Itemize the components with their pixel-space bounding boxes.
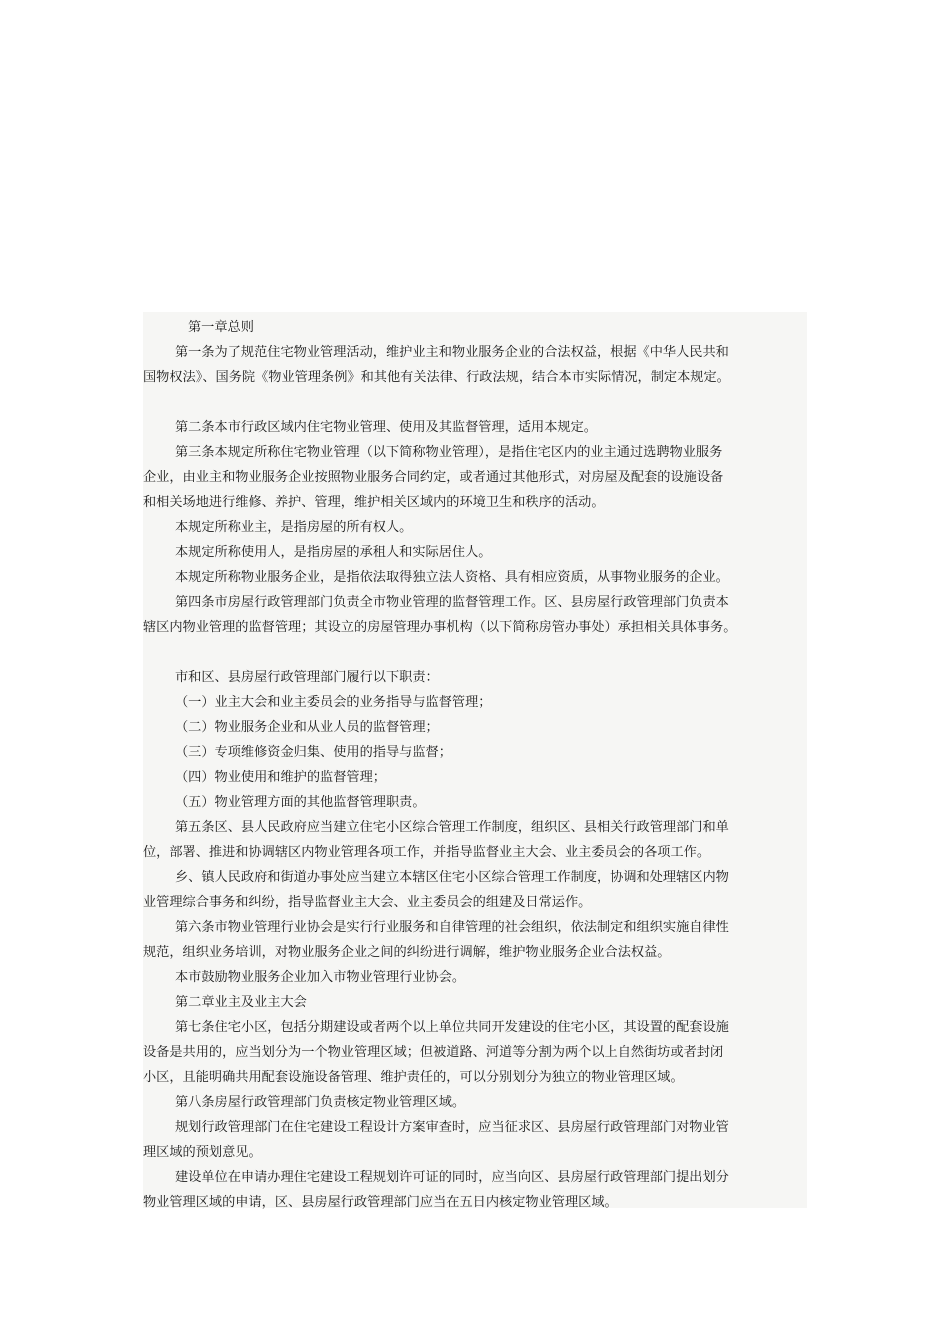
paragraph-line: 业管理综合事务和纠纷，指导监督业主大会、业主委员会的组建及日常运作。 (143, 895, 592, 910)
paragraph-line: 第七条住宅小区，包括分期建设或者两个以上单位共同开发建设的住宅小区，其设置的配套设施 (175, 1020, 729, 1035)
paragraph-line: 小区，且能明确共用配套设施设备管理、维护责任的，可以分别划分为独立的物业管理区域。 (143, 1070, 684, 1085)
paragraph-line: 第三条本规定所称住宅物业管理（以下简称物业管理），是指住宅区内的业主通过选聘物业服务 (175, 445, 723, 460)
paragraph-line: 规划行政管理部门在住宅建设工程设计方案审查时，应当征求区、县房屋行政管理部门对物业管 (175, 1120, 729, 1135)
paragraph-line: 物业管理区域的申请，区、县房屋行政管理部门应当在五日内核定物业管理区域。 (143, 1195, 618, 1210)
paragraph-line: 企业，由业主和物业服务企业按照物业服务合同约定，或者通过其他形式，对房屋及配套的设施设备 (143, 470, 724, 485)
list-item: （五）物业管理方面的其他监督管理职责。 (175, 795, 426, 810)
paragraph-line: 理区域的预划意见。 (143, 1145, 262, 1160)
chapter-heading: 第一章总则 (188, 320, 254, 335)
paragraph-line: 第一条为了规范住宅物业管理活动，维护业主和物业服务企业的合法权益，根据《中华人民共和 (175, 345, 729, 360)
list-item: （二）物业服务企业和从业人员的监督管理； (175, 720, 439, 735)
list-item: （四）物业使用和维护的监督管理； (175, 770, 386, 785)
paragraph-line: 规范，组织业务培训，对物业服务企业之间的纠纷进行调解，维护物业服务企业合法权益。 (143, 945, 671, 960)
blank-line (143, 640, 807, 665)
paragraph-line: 第二条本市行政区域内住宅物业管理、使用及其监督管理，适用本规定。 (175, 420, 597, 435)
paragraph-line: 位，部署、推进和协调辖区内物业管理各项工作，并指导监督业主大会、业主委员会的各项工作。 (143, 845, 711, 860)
paragraph-line: 市和区、县房屋行政管理部门履行以下职责： (175, 670, 439, 685)
paragraph-line: 第五条区、县人民政府应当建立住宅小区综合管理工作制度，组织区、县相关行政管理部门和单 (175, 820, 729, 835)
paragraph-line: 本规定所称业主，是指房屋的所有权人。 (175, 520, 413, 535)
paragraph-line: 第四条市房屋行政管理部门负责全市物业管理的监督管理工作。区、县房屋行政管理部门负责本 (175, 595, 729, 610)
paragraph-line: 辖区内物业管理的监督管理；其设立的房屋管理办事机构（以下简称房管办事处）承担相关具体事务。 (143, 620, 737, 635)
paragraph-line: 和相关场地进行维修、养护、管理，维护相关区域内的环境卫生和秩序的活动。 (143, 495, 605, 510)
paragraph-line: 设备是共用的，应当划分为一个物业管理区域；但被道路、河道等分割为两个以上自然街坊或者封闭 (143, 1045, 724, 1060)
document-text-block (143, 312, 807, 1208)
paragraph-line: 第八条房屋行政管理部门负责核定物业管理区域。 (175, 1095, 466, 1110)
paragraph-line: 第六条市物业管理行业协会是实行行业服务和自律管理的社会组织，依法制定和组织实施自律性 (175, 920, 729, 935)
chapter-heading: 第二章业主及业主大会 (175, 995, 307, 1010)
blank-line (143, 390, 807, 415)
paragraph-line: 本市鼓励物业服务企业加入市物业管理行业协会。 (175, 970, 466, 985)
paragraph-line: 本规定所称物业服务企业，是指依法取得独立法人资格、具有相应资质，从事物业服务的企业。 (175, 570, 729, 585)
list-item: （三）专项维修资金归集、使用的指导与监督； (175, 745, 452, 760)
list-item: （一）业主大会和业主委员会的业务指导与监督管理； (175, 695, 492, 710)
paragraph-line: 国物权法》、国务院《物业管理条例》和其他有关法律、行政法规，结合本市实际情况，制定本规定。 (143, 370, 730, 385)
paragraph-line: 本规定所称使用人，是指房屋的承租人和实际居住人。 (175, 545, 492, 560)
paragraph-line: 建设单位在申请办理住宅建设工程规划许可证的同时，应当向区、县房屋行政管理部门提出划分 (175, 1170, 729, 1185)
paragraph-line: 乡、镇人民政府和街道办事处应当建立本辖区住宅小区综合管理工作制度，协调和处理辖区内物 (175, 870, 729, 885)
